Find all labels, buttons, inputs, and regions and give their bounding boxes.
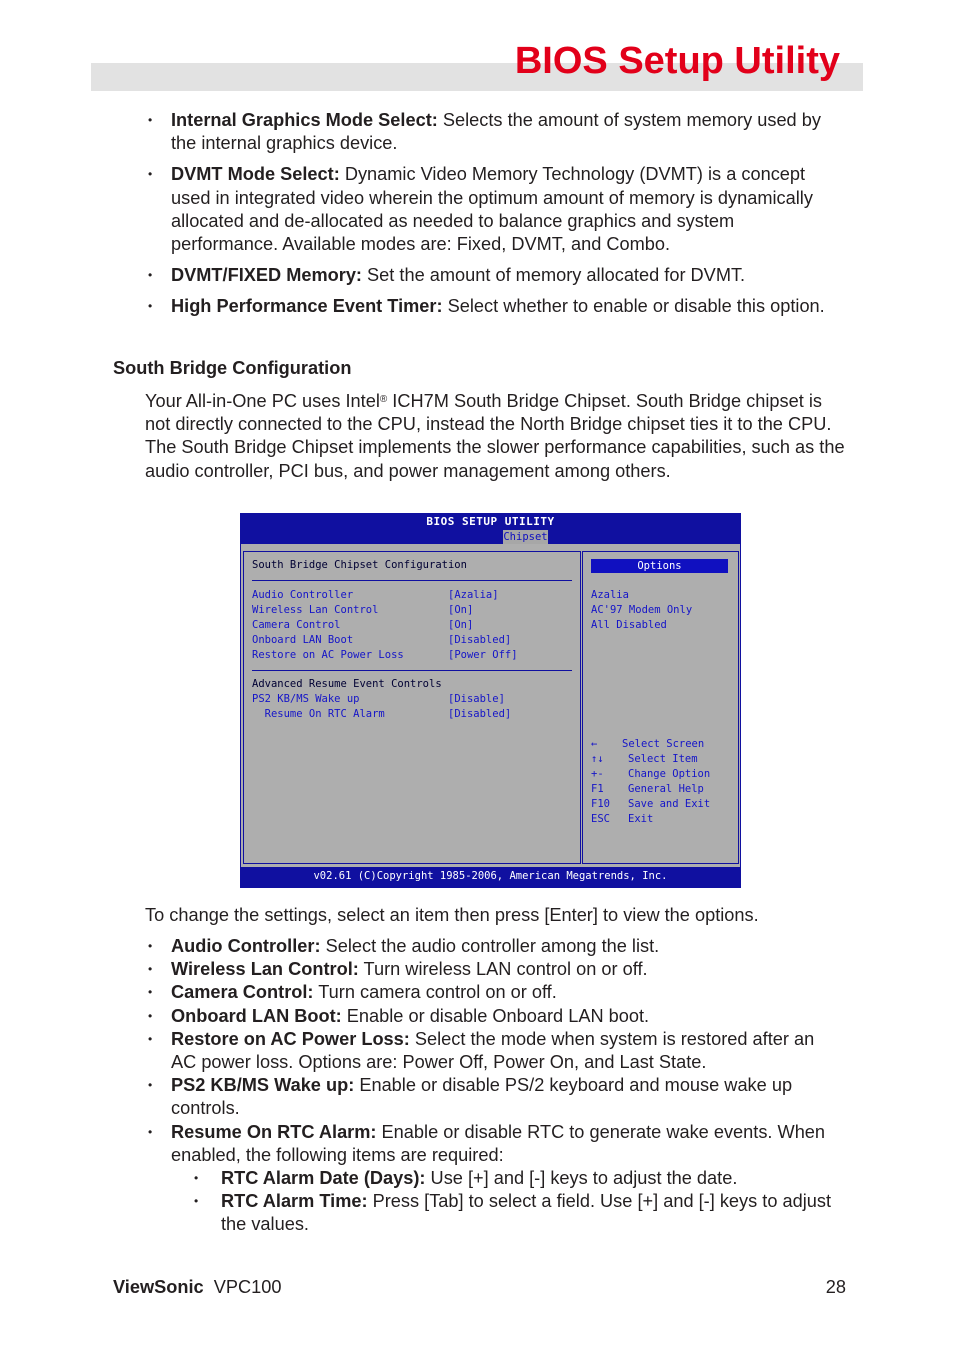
bullet-term: Resume On RTC Alarm:	[171, 1121, 377, 1142]
bios-item-onboard-lan-boot[interactable]: Onboard LAN Boot	[252, 634, 354, 646]
intro-text-b: ICH7M South Bridge Chipset. South Bridge chipset is not directly connected to the CPU, instead the North Bridge chipset ties it to the CPU. The South Bridge Chipset implements the slower performance capabilities, such as the audio controller, PCI bus, and power management among others.	[145, 391, 845, 481]
bullet-term: DVMT Mode Select:	[171, 164, 340, 185]
tab-chipset[interactable]: Chipset	[503, 531, 548, 543]
bullet-icon: •	[148, 299, 153, 314]
bios-panel-title: South Bridge Chipset Configuration	[252, 559, 467, 571]
key-f10: F10	[591, 798, 610, 810]
option-item: AC'97 Modem Only	[591, 604, 693, 616]
bullet-icon: •	[148, 962, 153, 977]
bullet-desc: Select whether to enable or disable this option.	[442, 296, 825, 317]
sub-bullet-list	[171, 1167, 843, 1237]
intro-text-a: Your All-in-One PC uses Intel	[145, 391, 380, 411]
divider	[252, 670, 572, 671]
bullet-desc: Dynamic Video Memory Technology (DVMT) is a concept used in integrated video wherein the optimum amount of memory is dynamically allocated and de-allocated as needed to balance graphics and system performance. Available modes are: Fixed, DVMT, and Combo.	[171, 164, 813, 255]
bullet-term: Camera Control:	[171, 982, 314, 1003]
key-esc: ESC	[591, 813, 610, 825]
key-left-arrow-icon: ←	[591, 738, 598, 750]
model-name: VPC100	[213, 1277, 282, 1297]
bullet-icon: •	[148, 1031, 153, 1046]
page-title: BIOS Setup Utility	[514, 40, 840, 82]
bullet-desc: Select the mode when system is restored after an AC power loss. Options are: Power Off, Power On, and Last State.	[171, 1028, 815, 1073]
bullet-term: PS2 KB/MS Wake up:	[171, 1075, 355, 1096]
list-item	[148, 1005, 843, 1028]
key-action: General Help	[628, 783, 704, 795]
footer-brand	[113, 1277, 282, 1298]
bullet-desc: Enable or disable PS/2 keyboard and mouse wake up controls.	[171, 1075, 793, 1119]
options-header: Options	[591, 559, 728, 573]
bullet-icon: •	[148, 939, 153, 953]
list-item	[148, 1121, 843, 1237]
bullet-term: Audio Controller:	[171, 936, 321, 956]
bullet-icon: •	[148, 985, 153, 1000]
section-intro	[145, 390, 845, 483]
bullet-icon: •	[148, 1008, 153, 1023]
instruction-text: To change the settings, select an item then press [Enter] to view the options.	[145, 905, 759, 925]
bullet-term: Wireless Lan Control:	[171, 959, 359, 980]
bios-item-restore-ac-power[interactable]: Restore on AC Power Loss	[252, 649, 404, 661]
bios-adv-title: Advanced Resume Event Controls	[252, 678, 442, 690]
list-item	[148, 981, 843, 1004]
option-item: Azalia	[591, 589, 629, 601]
bios-screenshot	[240, 513, 741, 888]
bullet-icon: •	[194, 1194, 199, 1209]
bullet-term: High Performance Event Timer:	[171, 296, 443, 317]
bios-value-camera-control[interactable]: [On]	[448, 619, 474, 631]
key-action: Exit	[628, 813, 654, 825]
bullet-desc: Turn camera control on or off.	[313, 982, 557, 1003]
bullet-desc: Select the audio controller among the list.	[320, 936, 660, 956]
bullet-term: RTC Alarm Time:	[221, 1191, 368, 1212]
key-up-down-arrow-icon: ↑↓	[591, 753, 604, 765]
bullet-desc: Use [+] and [-] keys to adjust the date.	[425, 1168, 738, 1189]
bios-item-camera-control[interactable]: Camera Control	[252, 619, 341, 631]
list-item	[194, 1190, 843, 1236]
bullet-term: Onboard LAN Boot:	[171, 1005, 342, 1026]
list-item	[148, 1074, 843, 1120]
option-item: All Disabled	[591, 619, 667, 631]
list-item	[148, 958, 843, 981]
bios-body	[241, 544, 740, 867]
bios-item-wireless-lan[interactable]: Wireless Lan Control	[252, 604, 379, 616]
list-item	[148, 264, 843, 287]
bullet-term: DVMT/FIXED Memory:	[171, 265, 362, 286]
bullet-desc: Turn wireless LAN control on or off.	[358, 959, 648, 980]
bottom-bullet-list	[148, 935, 843, 1237]
list-item	[148, 295, 843, 318]
bullet-desc: Enable or disable Onboard LAN boot.	[341, 1005, 650, 1026]
bios-item-rtc-alarm[interactable]: Resume On RTC Alarm	[252, 708, 385, 720]
list-item	[148, 109, 843, 155]
bullet-icon: •	[148, 167, 153, 182]
bullet-desc: Press [Tab] to select a field. Use [+] and [-] keys to adjust the values.	[221, 1191, 832, 1235]
bios-item-ps2-wake[interactable]: PS2 KB/MS Wake up	[252, 693, 360, 705]
bios-item-audio-controller[interactable]: Audio Controller	[252, 589, 354, 601]
bios-value-wireless-lan[interactable]: [On]	[448, 604, 474, 616]
bullet-icon: •	[194, 1171, 199, 1186]
list-item	[148, 163, 843, 256]
key-action: Change Option	[628, 768, 711, 780]
bullet-term: Internal Graphics Mode Select:	[171, 110, 438, 130]
bios-value-rtc-alarm[interactable]: [Disabled]	[448, 708, 512, 720]
list-item	[148, 1028, 843, 1074]
bullet-desc: Selects the amount of system memory used by the internal graphics device.	[171, 110, 821, 154]
bios-value-audio-controller[interactable]: [Azalia]	[448, 589, 499, 601]
key-action: Select Item	[628, 753, 698, 765]
bios-value-onboard-lan-boot[interactable]: [Disabled]	[448, 634, 512, 646]
registered-mark: ®	[379, 394, 388, 405]
bullet-icon: •	[148, 1124, 153, 1139]
bullet-icon: •	[148, 268, 153, 283]
bios-value-ps2-wake[interactable]: [Disable]	[448, 693, 505, 705]
key-action: Select Screen	[622, 738, 705, 750]
bullet-desc: Enable or disable RTC to generate wake events. When enabled, the following items are required:	[171, 1121, 826, 1165]
divider	[252, 580, 572, 581]
page-number: 28	[825, 1277, 846, 1297]
bullet-term: Restore on AC Power Loss:	[171, 1028, 410, 1049]
bullet-icon: •	[148, 1078, 153, 1093]
section-heading: South Bridge Configuration	[113, 358, 352, 378]
bios-copyright: v02.61 (C)Copyright 1985-2006, American Megatrends, Inc.	[313, 870, 668, 882]
bullet-icon: •	[148, 113, 153, 127]
top-bullet-list	[148, 109, 843, 327]
bios-title: BIOS SETUP UTILITY	[426, 515, 555, 528]
key-f1: F1	[591, 783, 604, 795]
bios-value-restore-ac-power[interactable]: [Power Off]	[448, 649, 518, 661]
key-plus-minus: +-	[591, 768, 604, 780]
list-item	[148, 935, 843, 958]
bullet-term: RTC Alarm Date (Days):	[221, 1168, 426, 1189]
list-item	[194, 1167, 843, 1190]
brand-name: ViewSonic	[113, 1277, 204, 1297]
bullet-desc: Set the amount of memory allocated for DVMT.	[362, 265, 746, 286]
key-action: Save and Exit	[628, 798, 711, 810]
